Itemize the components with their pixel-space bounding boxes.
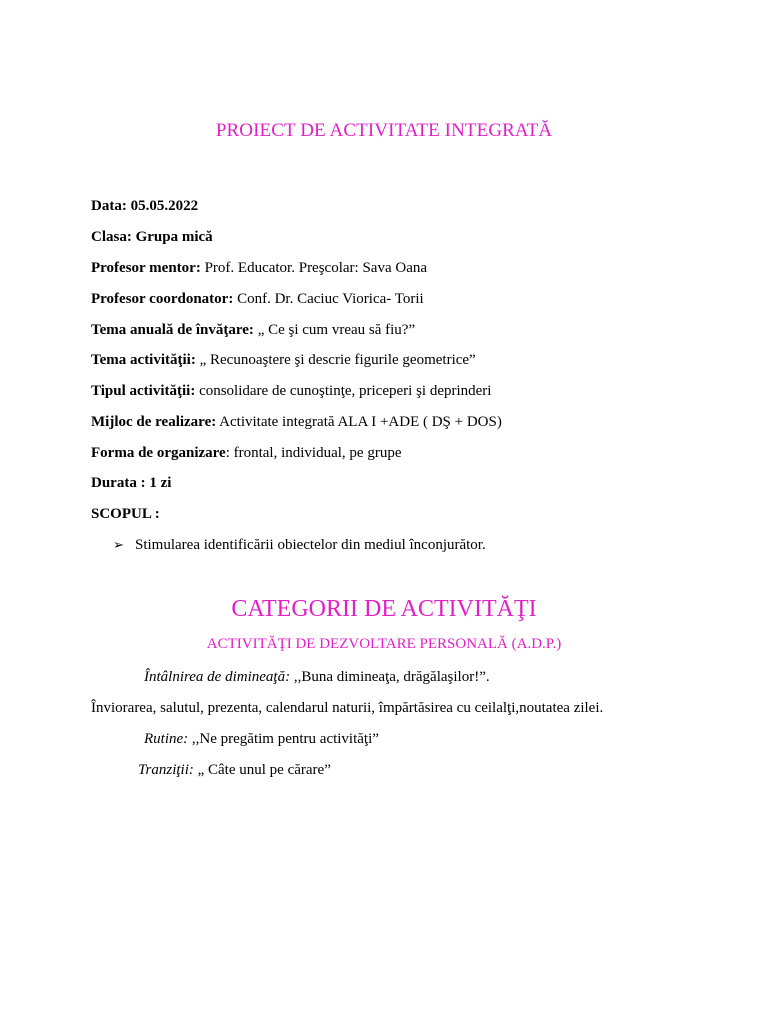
field-label: Tema anuală de învăţare: [91, 322, 254, 338]
categories-title: CATEGORII DE ACTIVITĂŢI [231, 596, 537, 622]
field-means [91, 412, 502, 432]
field-label: Tema activităţii: [91, 352, 196, 368]
field-label: Mijloc de realizare: [91, 414, 217, 430]
field-label: Profesor coordonator: [91, 291, 234, 307]
morning-meeting-detail: Înviorarea, salutul, prezenta, calendarul naturii, împărtăsirea cu ceilalţi,noutatea zilei. [91, 700, 604, 716]
transitions-value: „ Câte unul pe cărare” [193, 762, 331, 778]
field-annual-theme [91, 320, 415, 340]
field-value: Activitate integrată ALA I +ADE ( DŞ + DOS) [216, 414, 502, 430]
field-value: Conf. Dr. Caciuc Viorica- Torii [233, 291, 424, 307]
routines-line [144, 729, 379, 749]
morning-meeting-line [144, 667, 490, 687]
field-label: Tipul activităţii: [91, 383, 196, 399]
scope-list-item [113, 535, 486, 555]
field-value: Prof. Educator. Preşcolar: Sava Oana [200, 260, 428, 276]
transitions-label: Tranziţii: [138, 762, 194, 778]
field-class [91, 227, 213, 247]
routines-value: ,,Ne pregătim pentru activităţi” [188, 731, 379, 747]
field-value: „ Ce şi cum vreau să fiu?” [253, 322, 416, 338]
field-activity-theme [91, 350, 476, 370]
field-value: : frontal, individual, pe grupe [225, 445, 402, 461]
field-label: Clasa: Grupa mică [91, 229, 213, 245]
field-value: consolidare de cunoştinţe, priceperi şi deprinderi [195, 383, 492, 399]
field-activity-type [91, 381, 491, 401]
field-label: Forma de organizare [91, 445, 226, 461]
routines-label: Rutine: [144, 731, 189, 747]
morning-meeting-value: ,,Buna dimineaţa, drăgălaşilor!”. [290, 669, 490, 685]
project-title: PROIECT DE ACTIVITATE INTEGRATĂ [215, 120, 553, 141]
field-label: Durata : 1 zi [91, 475, 172, 491]
scope-text: Stimularea identificării obiectelor din mediul înconjurător. [135, 537, 486, 553]
categories-subtitle: ACTIVITĂŢI DE DEZVOLTARE PERSONALĂ (A.D.P.) [206, 636, 562, 652]
field-coordinator [91, 289, 424, 309]
transitions-line [138, 760, 331, 780]
field-label: Data: 05.05.2022 [91, 198, 199, 214]
field-mentor [91, 258, 427, 278]
field-scope [91, 504, 160, 524]
arrow-bullet-icon: ➢ [113, 537, 124, 552]
field-date [91, 196, 198, 216]
field-label: SCOPUL : [91, 506, 160, 522]
field-duration [91, 473, 171, 493]
morning-meeting-label: Întâlnirea de dimineaţă: [144, 669, 291, 685]
field-label: Profesor mentor: [91, 260, 201, 276]
field-value: „ Recunoaştere şi descrie figurile geometrice” [195, 352, 476, 368]
field-organization [91, 443, 401, 463]
